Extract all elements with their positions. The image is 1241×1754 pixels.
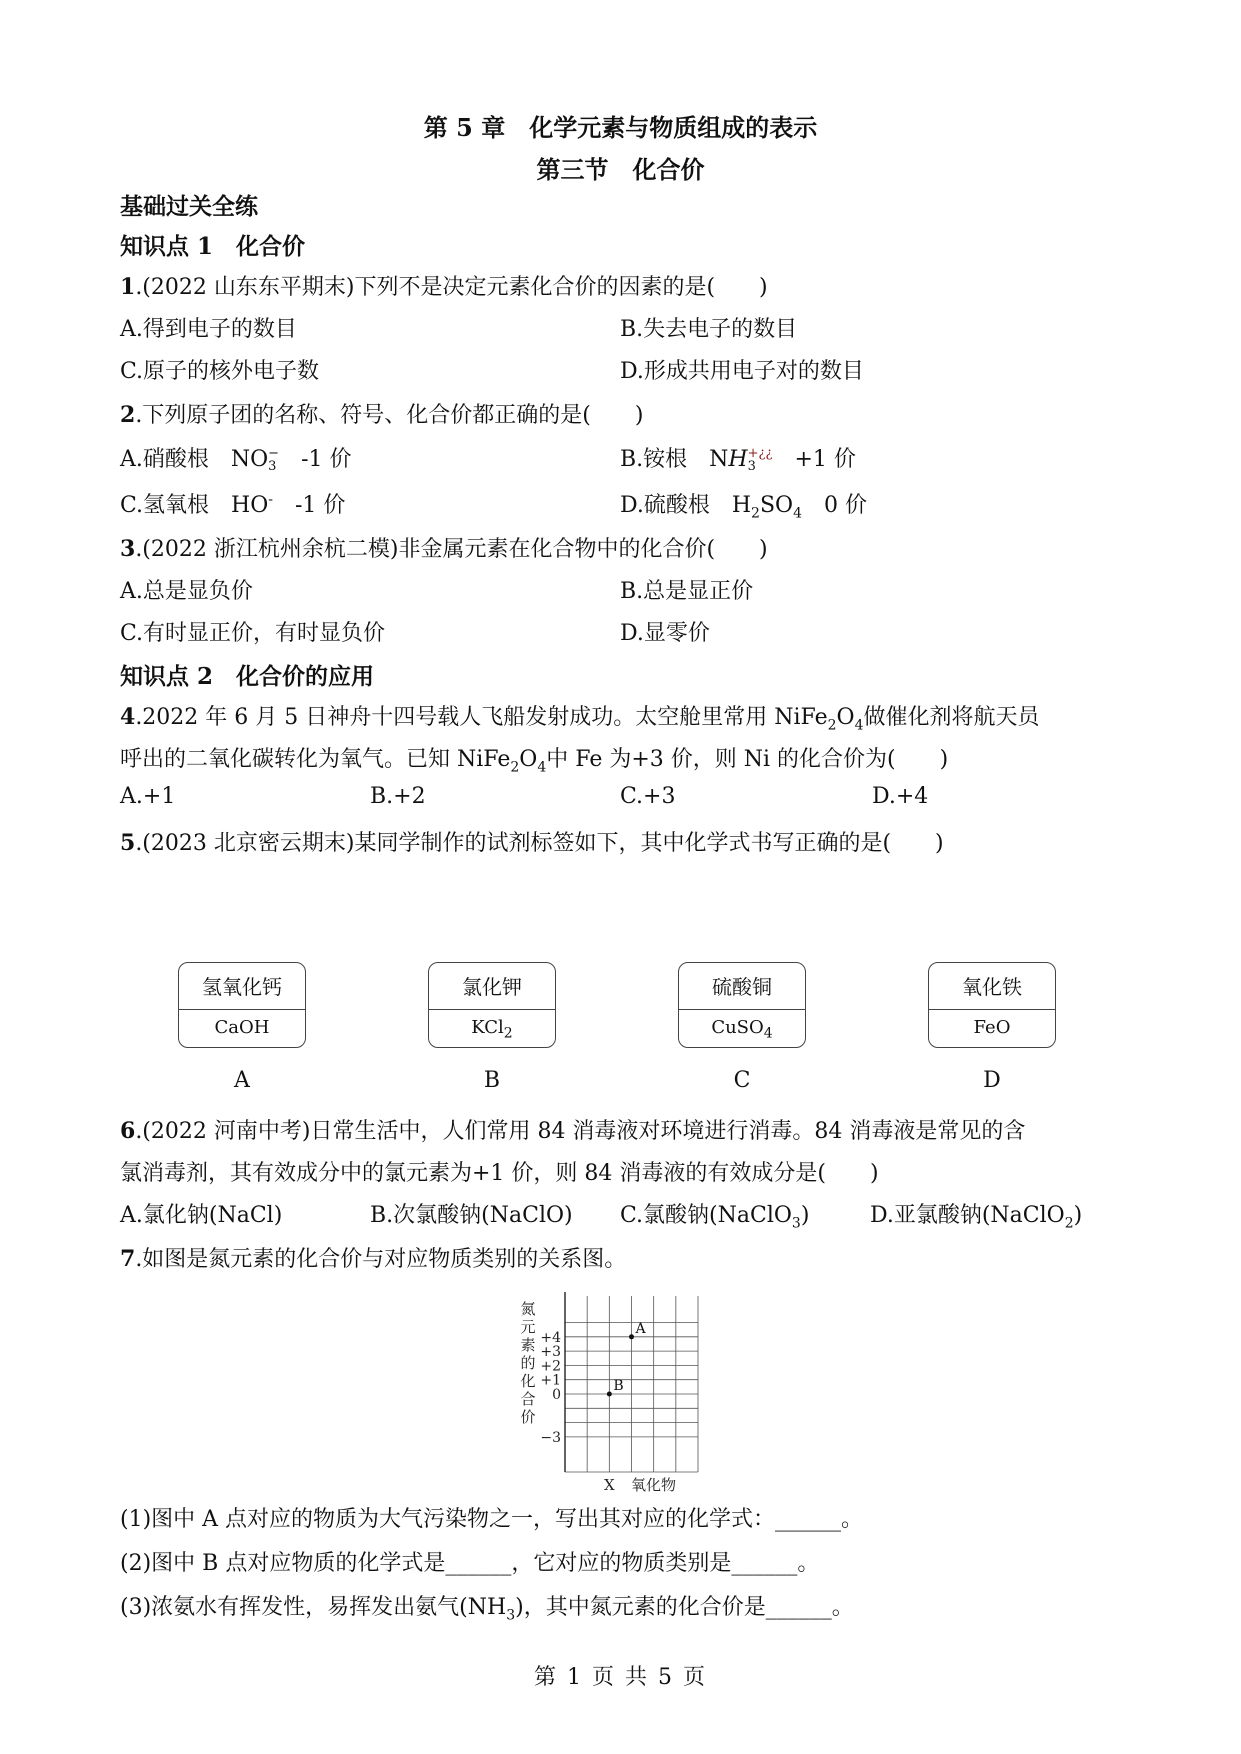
question-text: O <box>836 705 855 730</box>
y-label-char: 氮 <box>520 1300 536 1318</box>
valence: 0 价 <box>802 493 867 518</box>
q2-option-b <box>620 442 856 473</box>
subquestion-text: (3)浓氨水有挥发性，易挥发出氨气(NH <box>120 1595 507 1620</box>
y-label-char: 化 <box>520 1372 536 1390</box>
subscript: 2 <box>1064 1215 1074 1232</box>
point-label: A <box>635 1320 646 1337</box>
reagent-label-d <box>928 962 1056 1048</box>
valence: -1 价 <box>273 493 346 518</box>
q7-subquestion-2: (2)图中 B 点对应物质的化学式是______，它对应的物质类别是______。 <box>120 1551 820 1576</box>
formula-text: CaOH <box>214 1017 270 1038</box>
chart-ylabel <box>520 1300 535 1426</box>
subscript: 2 <box>503 1025 513 1042</box>
subscript: 4 <box>537 759 547 776</box>
y-label-char: 价 <box>520 1408 536 1426</box>
subscript: 2 <box>751 505 760 522</box>
question-number: 2 <box>120 402 136 428</box>
subscript: 3 <box>506 1607 516 1624</box>
superscript: - <box>268 491 273 508</box>
question-number: 7 <box>120 1246 136 1272</box>
point-a <box>629 1334 634 1339</box>
charge-script <box>748 447 773 473</box>
chart-xticks <box>604 1476 676 1494</box>
question-text: 呼出的二氧化碳转化为氧气。已知 NiFe <box>120 747 511 772</box>
subscript: 2 <box>510 759 520 776</box>
label-name: 氧化铁 <box>929 963 1055 1010</box>
page-footer: 第 1 页 共 5 页 <box>534 1665 707 1690</box>
y-tick-label: +3 <box>540 1344 561 1361</box>
option-text: ) <box>1073 1203 1083 1228</box>
q2-option-c <box>120 488 345 519</box>
q6-option-b: B.次氯酸钠(NaClO) <box>370 1203 573 1228</box>
question-number: 4 <box>120 704 136 730</box>
question-text: .(2023 北京密云期末)某同学制作的试剂标签如下，其中化学式书写正确的是( ) <box>135 831 944 856</box>
superscript: +¿¿ <box>747 446 773 461</box>
subscript: 4 <box>763 1025 773 1042</box>
reagent-label-a <box>178 962 306 1048</box>
question-6-line-2: 氯消毒剂，其有效成分中的氯元素为+1 价，则 84 消毒液的有效成分是( ) <box>120 1161 879 1186</box>
superscript: − <box>268 446 280 461</box>
valence: +1 价 <box>772 447 856 472</box>
knowledge-point-2: 知识点 2 化合价的应用 <box>120 663 375 690</box>
formula-text: KCl <box>471 1017 504 1038</box>
label-caption-a: A <box>234 1068 250 1093</box>
y-tick-label: +4 <box>540 1329 561 1346</box>
reagent-label-b <box>428 962 556 1048</box>
label-name: 氢氧化钙 <box>179 963 305 1010</box>
subscript: 4 <box>793 505 802 522</box>
formula-mid: SO <box>759 493 794 518</box>
subscript: 4 <box>854 717 864 734</box>
italic-h: H <box>728 447 748 472</box>
chart-grid <box>565 1292 698 1472</box>
y-label-char: 素 <box>520 1336 536 1354</box>
option-label: D.硫酸根 H <box>620 493 752 518</box>
question-text: .(2022 浙江杭州余杭二模)非金属元素在化合物中的化合价( ) <box>135 537 768 562</box>
y-label-char: 合 <box>520 1390 536 1408</box>
option-text: C.氯酸钠(NaClO <box>620 1203 792 1228</box>
subscript: 3 <box>791 1215 801 1232</box>
q6-option-a: A.氯化钠(NaCl) <box>120 1203 283 1228</box>
q1-option-c: C.原子的核外电子数 <box>120 359 320 384</box>
part-title: 基础过关全练 <box>120 193 258 220</box>
subscript: 2 <box>827 717 837 734</box>
question-text: .(2022 山东东平期末)下列不是决定元素化合价的因素的是( ) <box>135 275 768 300</box>
charge-script <box>268 447 279 473</box>
label-formula <box>929 1010 1055 1048</box>
q3-option-d: D.显零价 <box>620 621 710 646</box>
question-1 <box>120 270 768 301</box>
valence-chart <box>520 1290 720 1496</box>
q4-option-a: A.+1 <box>120 784 176 809</box>
y-label-char: 元 <box>520 1318 536 1336</box>
x-tick-label: X <box>603 1476 615 1494</box>
reagent-label-c <box>678 962 806 1048</box>
label-name: 硫酸铜 <box>679 963 805 1010</box>
q3-option-c: C.有时显正价，有时显负价 <box>120 621 386 646</box>
point-b <box>607 1392 612 1397</box>
q2-option-d <box>620 488 867 521</box>
question-text: 做催化剂将航天员 <box>863 705 1040 730</box>
option-text: D.亚氯酸钠(NaClO <box>870 1203 1065 1228</box>
y-tick-label: 0 <box>552 1387 561 1403</box>
question-text: .如图是氮元素的化合价与对应物质类别的关系图。 <box>135 1247 627 1272</box>
label-caption-d: D <box>983 1068 1001 1093</box>
point-label: B <box>613 1378 624 1394</box>
q3-option-a: A.总是显负价 <box>120 579 253 604</box>
y-label-char: 的 <box>520 1354 536 1372</box>
y-tick-label: −3 <box>540 1429 561 1446</box>
label-formula <box>429 1010 555 1048</box>
y-tick-label: +2 <box>540 1358 561 1375</box>
question-4-line-1 <box>120 700 1040 733</box>
q4-option-d: D.+4 <box>872 784 929 809</box>
x-tick-label: 氧化物 <box>630 1476 677 1494</box>
question-6-line-1 <box>120 1114 1025 1145</box>
question-7 <box>120 1242 626 1273</box>
question-2 <box>120 398 643 429</box>
subquestion-text: )，其中氮元素的化合价是______。 <box>515 1595 854 1620</box>
chapter-title: 第 5 章 化学元素与物质组成的表示 <box>423 113 818 142</box>
knowledge-point-1: 知识点 1 化合价 <box>120 233 306 260</box>
q7-subquestion-1: (1)图中 A 点对应的物质为大气污染物之一，写出其对应的化学式：______。 <box>120 1507 864 1532</box>
question-number: 1 <box>120 274 136 300</box>
subscript: 3 <box>268 459 277 474</box>
option-label: B.铵根 N <box>620 447 729 472</box>
formula-text: FeO <box>973 1017 1011 1038</box>
chart-yticks <box>540 1330 561 1446</box>
option-label: A.硝酸根 NO <box>120 447 269 472</box>
question-text: .2022 年 6 月 5 日神舟十四号载人飞船发射成功。太空舱里常用 NiFe <box>135 705 828 730</box>
q4-option-c: C.+3 <box>620 784 676 809</box>
question-number: 6 <box>120 1118 136 1144</box>
question-text: O <box>519 747 538 772</box>
q3-option-b: B.总是显正价 <box>620 579 754 604</box>
option-label: C.氢氧根 HO <box>120 493 269 518</box>
question-3 <box>120 532 768 563</box>
question-4-line-2 <box>120 742 948 775</box>
question-number: 5 <box>120 830 136 856</box>
q1-option-b: B.失去电子的数目 <box>620 317 798 342</box>
q1-option-d: D.形成共用电子对的数目 <box>620 359 864 384</box>
y-tick-label: +1 <box>540 1372 561 1389</box>
label-caption-c: C <box>733 1068 751 1093</box>
label-caption-b: B <box>483 1068 501 1093</box>
q6-option-c <box>620 1198 809 1231</box>
question-number: 3 <box>120 536 136 562</box>
question-text: .(2022 河南中考)日常生活中，人们常用 84 消毒液对环境进行消毒。84 消毒液是常见的含 <box>135 1119 1026 1144</box>
question-5 <box>120 826 944 857</box>
section-title: 第三节 化合价 <box>536 155 705 184</box>
valence: -1 价 <box>279 447 352 472</box>
question-text: 中 Fe 为+3 价，则 Ni 的化合价为( ) <box>546 747 949 772</box>
chart-points <box>607 1321 647 1397</box>
q4-option-b: B.+2 <box>370 784 426 809</box>
label-formula <box>179 1010 305 1048</box>
question-text: .下列原子团的名称、符号、化合价都正确的是( ) <box>135 403 644 428</box>
label-name: 氯化钾 <box>429 963 555 1010</box>
label-formula <box>679 1010 805 1048</box>
q7-subquestion-3 <box>120 1590 854 1623</box>
q6-option-d <box>870 1198 1082 1231</box>
q2-option-a <box>120 442 352 473</box>
subscript: 3 <box>747 459 756 474</box>
option-text: ) <box>800 1203 810 1228</box>
q1-option-a: A.得到电子的数目 <box>120 317 297 342</box>
formula-text: CuSO <box>711 1017 764 1038</box>
